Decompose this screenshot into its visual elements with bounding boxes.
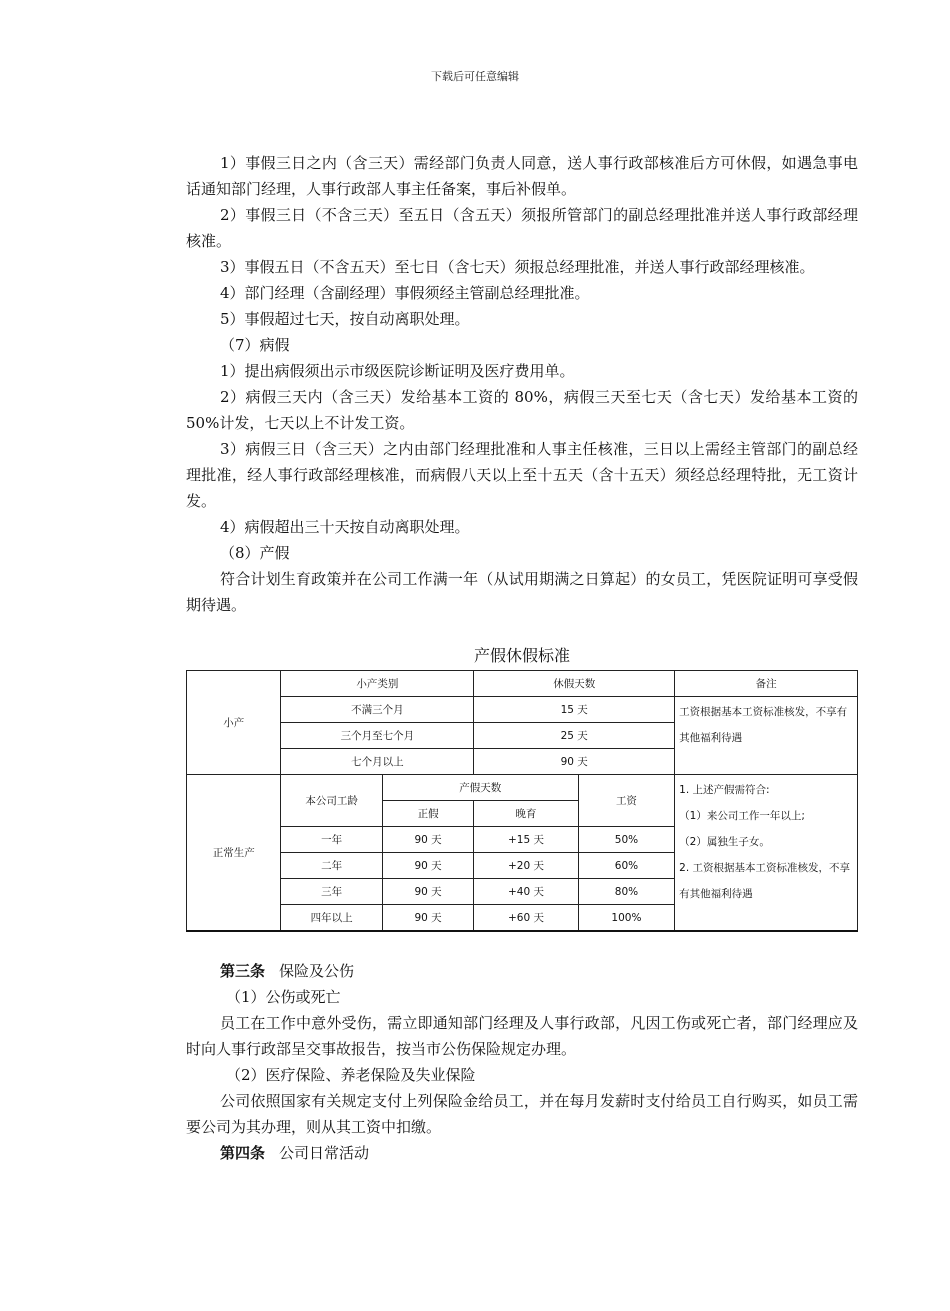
article-title: 公司日常活动	[279, 1144, 370, 1162]
column-header: 休假天数	[474, 671, 675, 697]
subheading-maternity-leave: （8）产假	[220, 544, 290, 562]
table-cell: 三个月至七个月	[281, 723, 474, 749]
column-header: 正假	[382, 801, 473, 827]
table-cell: 90 天	[382, 827, 473, 853]
table-row	[187, 775, 858, 801]
paragraph: 员工在工作中意外受伤，需立即通知部门经理及人事行政部，凡因工伤或死亡者，部门经理应及时向人事行政部呈交事故报告，按当市公伤保险规定办理。	[186, 1014, 858, 1058]
paragraph: 5）事假超过七天，按自动离职处理。	[220, 310, 470, 328]
table-cell: 七个月以上	[281, 749, 474, 775]
table-cell: 不满三个月	[281, 697, 474, 723]
article-number: 第四条	[220, 1144, 266, 1162]
note-cell: 工资根据基本工资标准核发，不享有其他福利待遇	[675, 697, 858, 775]
table-cell: 90 天	[382, 853, 473, 879]
page-header: 下载后可任意编辑	[431, 70, 519, 83]
table-cell: 二年	[281, 853, 382, 879]
table-cell: 25 天	[474, 723, 675, 749]
row-label-normal-birth: 正常生产	[187, 775, 281, 932]
column-header: 产假天数	[382, 775, 578, 801]
table-cell: +60 天	[474, 905, 578, 932]
table-cell: 15 天	[474, 697, 675, 723]
column-header: 晚育	[474, 801, 578, 827]
column-header: 备注	[675, 671, 858, 697]
paragraph: 公司依照国家有关规定支付上列保险金给员工，并在每月发薪时支付给员工自行购买，如员工需要公司为其办理，则从其工资中扣缴。	[186, 1092, 858, 1136]
table-cell: 90 天	[382, 905, 473, 932]
article-title: 保险及公伤	[279, 962, 355, 980]
table-cell: 四年以上	[281, 905, 382, 932]
note-line: （2）属独生子女。	[679, 836, 770, 848]
note-line: 2. 工资根据基本工资标准核发，不享有其他福利待遇	[679, 862, 851, 900]
subheading-sick-leave: （7）病假	[220, 336, 290, 354]
column-header: 工资	[578, 775, 674, 827]
table-cell: 一年	[281, 827, 382, 853]
column-header: 小产类别	[281, 671, 474, 697]
paragraph: 3）事假五日（不含五天）至七日（含七天）须报总经理批准，并送人事行政部经理核准。	[220, 258, 815, 276]
table-cell: 50%	[578, 827, 674, 853]
table-row	[187, 671, 858, 697]
table-cell: +15 天	[474, 827, 578, 853]
note-cell	[675, 775, 858, 932]
paragraph: 4）病假超出三十天按自动离职处理。	[220, 518, 470, 536]
note-line: （1）来公司工作一年以上;	[679, 810, 805, 822]
table-cell: +40 天	[474, 879, 578, 905]
note-line: 1. 上述产假需符合:	[679, 784, 770, 796]
subheading: （2）医疗保险、养老保险及失业保险	[226, 1066, 476, 1084]
paragraph: 2）事假三日（不含三天）至五日（含五天）须报所管部门的副总经理批准并送人事行政部经理核准。	[186, 206, 858, 250]
table-cell: +20 天	[474, 853, 578, 879]
table-cell: 100%	[578, 905, 674, 932]
table-caption: 产假休假标准	[473, 646, 570, 665]
article-heading	[186, 1140, 858, 1166]
paragraph: 1）提出病假须出示市级医院诊断证明及医疗费用单。	[220, 362, 575, 380]
table-cell: 三年	[281, 879, 382, 905]
column-header: 本公司工龄	[281, 775, 382, 827]
maternity-leave-table	[186, 670, 858, 932]
paragraph: 1）事假三日之内（含三天）需经部门负责人同意，送人事行政部核准后方可休假，如遇急事电话通知部门经理，人事行政部人事主任备案，事后补假单。	[186, 154, 858, 198]
subheading: （1）公伤或死亡	[226, 988, 341, 1006]
table-row	[187, 697, 858, 723]
document-body	[186, 150, 858, 1166]
table-cell: 60%	[578, 853, 674, 879]
article-heading	[186, 958, 858, 984]
article-number: 第三条	[220, 962, 266, 980]
table-cell: 90 天	[474, 749, 675, 775]
table-cell: 90 天	[382, 879, 473, 905]
paragraph: 3）病假三日（含三天）之内由部门经理批准和人事主任核准，三日以上需经主管部门的副总经理批准，经人事行政部经理核准，而病假八天以上至十五天（含十五天）须经总经理特批，无工资计发。	[186, 440, 858, 510]
paragraph: 符合计划生育政策并在公司工作满一年（从试用期满之日算起）的女员工，凭医院证明可享受假期待遇。	[186, 570, 858, 614]
paragraph: 2）病假三天内（含三天）发给基本工资的 80%，病假三天至七天（含七天）发给基本工资的 50%计发，七天以上不计发工资。	[186, 388, 858, 432]
paragraph: 4）部门经理（含副经理）事假须经主管副总经理批准。	[220, 284, 590, 302]
table-cell: 80%	[578, 879, 674, 905]
row-label-miscarriage: 小产	[187, 671, 281, 775]
